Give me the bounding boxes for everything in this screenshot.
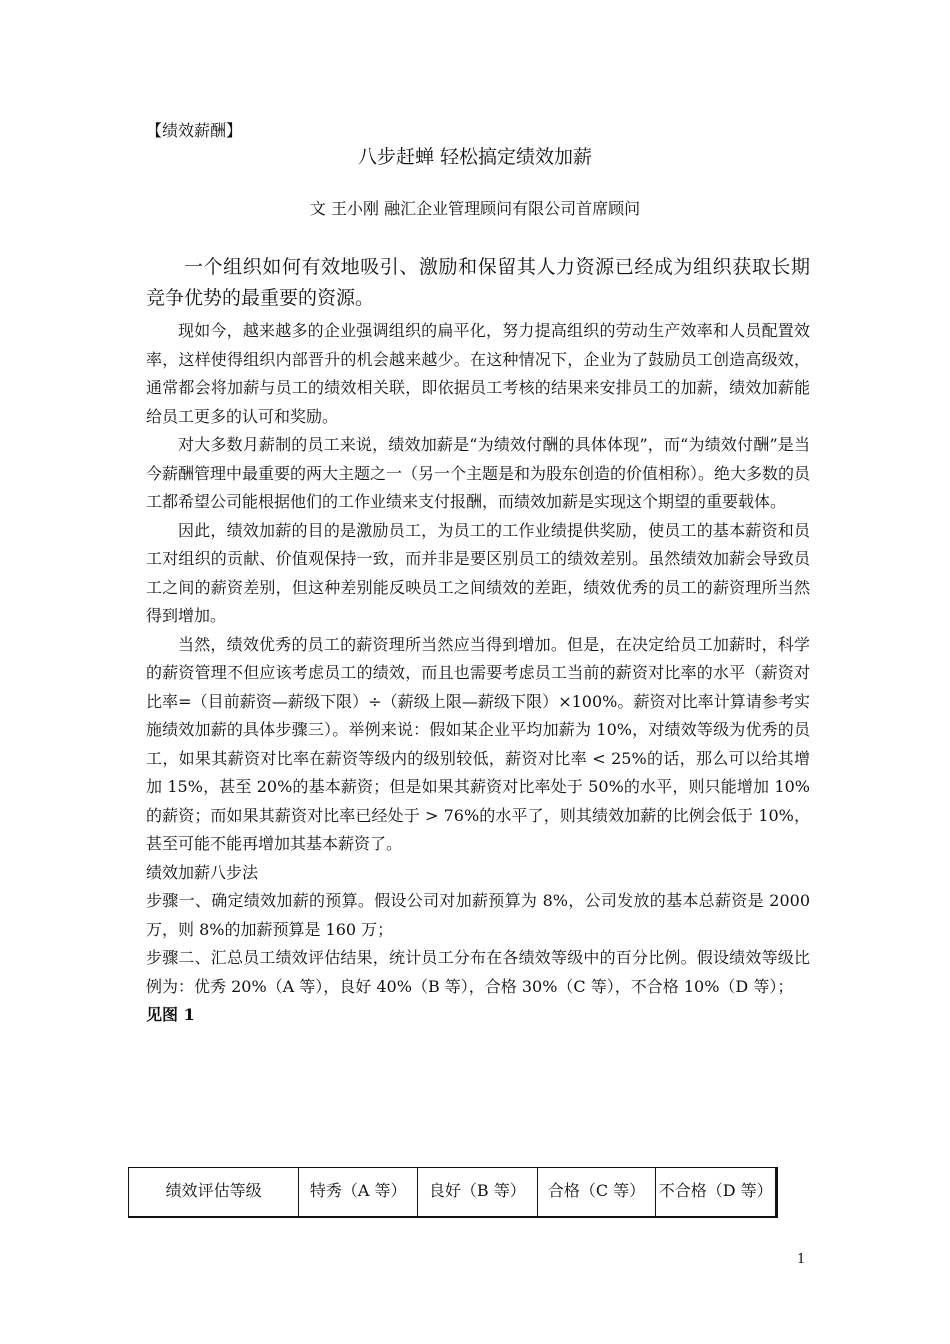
step-1: 步骤一、确定绩效加薪的预算。假设公司对加薪预算为 8%，公司发放的基本总薪资是 2000 万，则 8%的加薪预算是 160 万； bbox=[146, 891, 810, 939]
article-title: 八步赶蝉 轻松搞定绩效加薪 bbox=[357, 146, 593, 168]
article-body bbox=[146, 317, 810, 1030]
step-2: 步骤二、汇总员工绩效评估结果，统计员工分布在各绩效等级中的百分比例。假设绩效等级比例为：优秀 20%（A 等），良好 40%（B 等），合格 30%（C 等），不合格 10%（D 等）； bbox=[146, 948, 810, 996]
section-heading: 绩效加薪八步法 bbox=[146, 862, 259, 882]
grade-cell-b: 良好（B 等） bbox=[418, 1168, 538, 1218]
grade-cell-a: 特秀（A 等） bbox=[299, 1168, 418, 1218]
page-number: 1 bbox=[797, 1252, 806, 1267]
grade-cell-d: 不合格（D 等） bbox=[656, 1168, 777, 1218]
lead-paragraph: 一个组织如何有效地吸引、激励和保留其人力资源已经成为组织获取长期竞争优势的最重要的资源。 bbox=[146, 256, 810, 309]
paragraph-4: 当然，绩效优秀的员工的薪资理所当然应当得到增加。但是，在决定给员工加薪时，科学的薪资管理不但应该考虑员工的绩效，而且也需要考虑员工当前的薪资对比率的水平（薪资对比率=（目前薪资—薪级下限）÷（薪级上限—薪级下限）×100%。薪资对比率计算请参考实施绩效加薪的具体步骤三）。举例来说：假如某企业平均加薪为 10%，对绩效等级为优秀的员工，如果其薪资对比率在薪资等级内的级别较低，薪资对比率 < 25%的话，那么可以给其增加 15%，甚至 20%的基本薪资；但是如果其薪资对比率处于 50%的水平，则只能增加 10%的薪资；而如果其薪资对比率已经处于 > 76%的水平了，则其绩效加薪的比例会低于 10%，甚至可能不能再增加其基本薪资了。 bbox=[146, 634, 810, 853]
section-tag: 【绩效薪酬】 bbox=[146, 121, 243, 140]
paragraph-1: 现如今，越来越多的企业强调组织的扁平化，努力提高组织的劳动生产效率和人员配置效率，这样使得组织内部晋升的机会越来越少。在这种情况下，企业为了鼓励员工创造高级效，通常都会将加薪与员工的绩效相关联，即依据员工考核的结果来安排员工的加薪，绩效加薪能给员工更多的认可和奖励。 bbox=[146, 321, 810, 426]
paragraph-3: 因此，绩效加薪的目的是激励员工，为员工的工作业绩提供奖励，使员工的基本薪资和员工对组织的贡献、价值观保持一致，而并非是要区别员工的绩效差别。虽然绩效加薪会导致员工之间的薪资差别，但这种差别能反映员工之间绩效的差距，绩效优秀的员工的薪资理所当然得到增加。 bbox=[146, 520, 810, 625]
grade-table bbox=[128, 1167, 778, 1218]
author-byline: 文 王小刚 融汇企业管理顾问有限公司首席顾问 bbox=[309, 199, 641, 218]
paragraph-2: 对大多数月薪制的员工来说，绩效加薪是“为绩效付酬的具体体现”，而“为绩效付酬”是当今薪酬管理中最重要的两大主题之一（另一个主题是和为股东创造的价值相称）。绝大多数的员工都希望公司能根据他们的工作业绩来支付报酬，而绩效加薪是实现这个期望的重要载体。 bbox=[146, 435, 811, 511]
grade-cell-c: 合格（C 等） bbox=[537, 1168, 656, 1218]
table-row bbox=[129, 1168, 777, 1218]
figure-reference: 见图 1 bbox=[146, 1005, 195, 1024]
grade-header-cell: 绩效评估等级 bbox=[129, 1168, 299, 1218]
